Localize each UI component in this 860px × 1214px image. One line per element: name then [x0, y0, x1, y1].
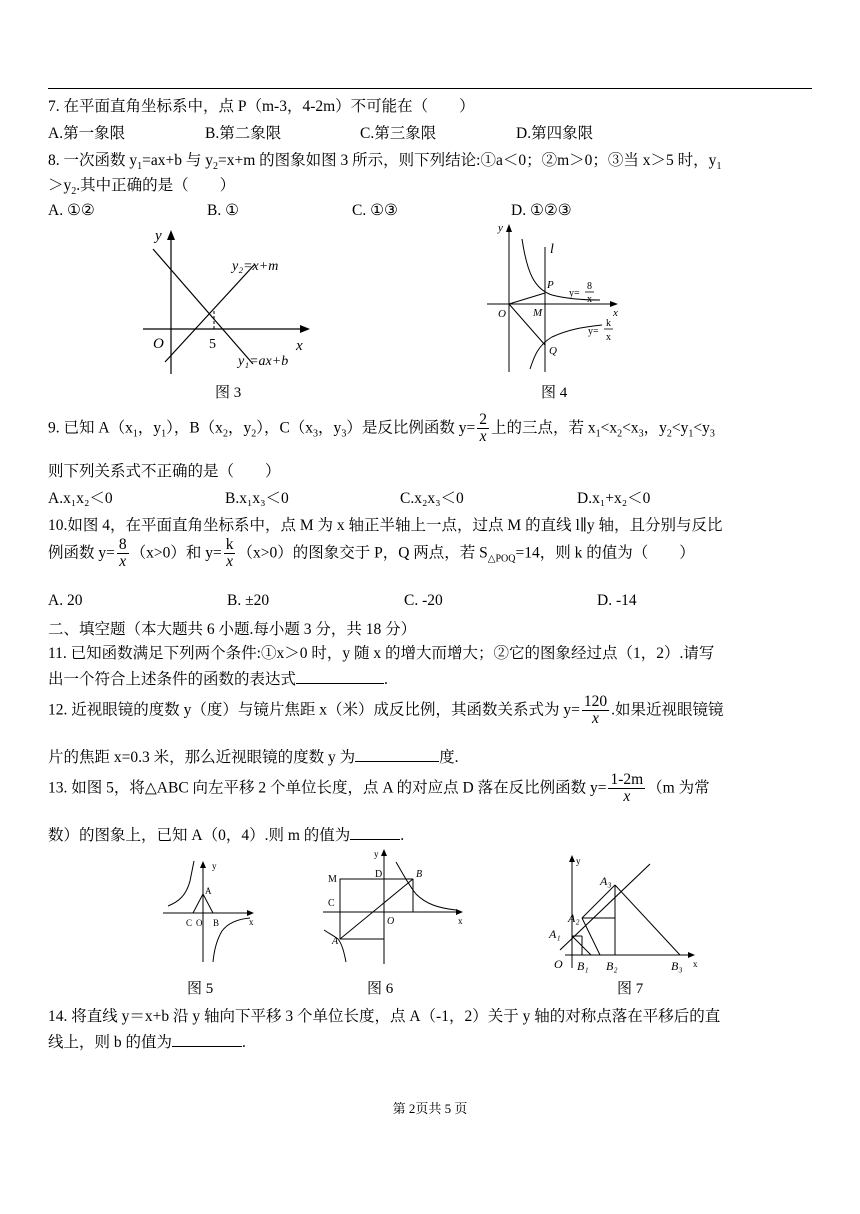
fig4-P-label: P [547, 279, 554, 291]
fig6-caption: 图 6 [367, 981, 394, 997]
q10-option-a: A. 20 [48, 592, 83, 609]
fig4-l-label: l [550, 242, 554, 257]
q14-answer-blank[interactable] [172, 1032, 242, 1047]
q10-option-d: D. -14 [597, 592, 637, 609]
q12-line1: 12. 近视眼镜的度数 y（度）与镜片焦距 x（米）成反比例，其函数关系式为 y= $\frac{120}{x}$ .如果近视眼镜镜 [48, 693, 724, 728]
q11-line1: 11. 已知函数满足下列两个条件:①x＞0 时，y 随 x 的增大而增大；②它的图象经过点（1，2）.请写 [48, 645, 715, 662]
fig5-x-label: x [249, 917, 254, 927]
q8-line1: 8. 一次函数 $y_1=ax+b$ 与 $y_2=x+m$ 的图象如图 3 所示，则下列结论:①a＜0；②m＞0；③当 x＞5 时，$y_1$ [48, 152, 722, 173]
fig7-A3-label: A₃ [600, 874, 612, 888]
q14-line1: 14. 将直线 y＝x+b 沿 y 轴向下平移 3 个单位长度，点 A（-1，2）关于 y 轴的对称点落在平移后的直 [48, 1008, 721, 1025]
fig3-caption: 图 3 [215, 385, 242, 401]
figure-7 [540, 850, 712, 974]
q7-stem: 7. 在平面直角坐标系中，点 P（m-3，4-2m）不可能在（ ） [48, 98, 475, 115]
fig7-B2-label: B₂ [606, 959, 618, 973]
fig4-f2-num: k [606, 318, 611, 329]
q9-line1: 9. 已知 $A(x_1$，$y_1$），$B(x_2$，$y_2$），$C(x_3$，$y_3$）是反比例函数 y= $\frac{2}{x}$ 上的三点，若 $x_1<x_2<x_3$，$y_2<y_1<y_3$ [48, 411, 715, 446]
fig3-x-label: x [296, 338, 303, 354]
q9-line2: 则下列关系式不正确的是（ ） [48, 463, 281, 480]
fig4-f2-prefix: y= [588, 326, 599, 337]
fig5-C-label: C [186, 918, 193, 928]
fig5-y-label: y [212, 861, 217, 871]
fig4-y-label: y [498, 222, 503, 234]
q7-option-c: C.第三象限 [360, 125, 437, 142]
fig5-B-label: B [213, 918, 220, 928]
fig4-Q-label: Q [549, 345, 557, 357]
section-2-heading: 二、填空题（本大题共 6 小题.每小题 3 分，共 18 分） [48, 621, 417, 638]
fig3-y-label: y [155, 228, 162, 244]
q8-option-a: A. ①② [48, 202, 95, 219]
q10-line2: 例函数 y= $\frac{8}{x}$ （x>0）和 y= $\frac{k}{x}$ （x>0）的图象交于 P，Q 两点，若 $S_{\triangle POQ}=14$，则 k 的值为（ ） [48, 536, 695, 571]
header-rule [48, 88, 812, 89]
fig4-M-label: M [533, 307, 543, 319]
q11-answer-blank[interactable] [296, 669, 384, 684]
fig7-A1-label: A₁ [549, 927, 561, 941]
fig7-B1-label: B₁ [577, 959, 589, 973]
fig6-y-label: y [374, 849, 379, 859]
q8-option-b: B. ① [207, 202, 239, 219]
q11-line2: 出一个符合上述条件的函数的表达式 . [48, 671, 388, 688]
fig6-O-label: O [387, 916, 395, 927]
q7-option-d: D.第四象限 [516, 125, 594, 142]
q10-option-c: C. -20 [404, 592, 443, 609]
fig7-caption: 图 7 [617, 981, 644, 997]
fig4-caption: 图 4 [541, 385, 568, 401]
q9-option-a: A.x₁x₂＜0 [48, 490, 113, 507]
fig4-f1-den: x [587, 294, 592, 305]
fig6-x-label: x [458, 916, 463, 926]
q9-option-b: B.x₁x₃＜0 [225, 490, 289, 507]
q8-option-d: D. ①②③ [511, 202, 572, 219]
fig3-y1-label: y₁=ax+b [238, 354, 289, 369]
fig6-C-label: C [328, 898, 335, 909]
fig4-origin-label: O [498, 308, 506, 320]
fig7-A2-label: A₂ [568, 911, 580, 925]
figure-6 [318, 844, 470, 970]
fig4-f2-den: x [606, 332, 611, 343]
q13-line1: 13. 如图 5，将△ABC 向左平移 2 个单位长度，点 A 的对应点 D 落在反比例函数 y= $\frac{1-2m}{x}$ （m 为常 [48, 771, 710, 806]
q9-fraction: $\frac{2}{x}$ [479, 411, 487, 446]
q12-answer-blank[interactable] [355, 747, 439, 762]
fig7-O-label: O [554, 957, 563, 971]
q9-option-c: C.x₂x₃＜0 [400, 490, 464, 507]
fig6-M-label: M [328, 874, 337, 885]
q10-option-b: B. ±20 [227, 592, 270, 609]
fig3-origin-label: O [153, 336, 164, 352]
q8-option-c: C. ①③ [352, 202, 398, 219]
figure-3 [135, 224, 320, 379]
fig6-D-label: D [375, 869, 383, 880]
fig3-y2-label: y₂=x+m [232, 259, 279, 274]
fig7-y-label: y [576, 856, 581, 866]
figure-5 [158, 856, 258, 968]
fig4-f1-num: 8 [587, 281, 592, 292]
fig5-A-label: A [205, 886, 212, 896]
q7-option-b: B.第二象限 [205, 125, 282, 142]
fig7-B3-label: B₃ [671, 959, 683, 973]
q8-line2: $>y_2$.其中正确的是（ ） [48, 177, 236, 198]
q10-line1: 10.如图 4，在平面直角坐标系中，点 M 为 x 轴正半轴上一点，过点 M 的直线 l∥y 轴，且分别与反比 [48, 517, 723, 534]
page-footer: 第 2页共 5 页 [392, 1101, 468, 1116]
fig7-x-label: x [693, 959, 698, 969]
figure-4 [482, 217, 624, 377]
fig5-O-label: O [196, 918, 203, 928]
q9-option-d: D.x₁+x₂＜0 [577, 490, 651, 507]
q12-line2: 片的焦距 x=0.3 米，那么近视眼镜的度数 y 为 度. [48, 749, 459, 766]
q14-line2: 线上，则 b 的值为 . [48, 1034, 246, 1051]
q13-answer-blank[interactable] [350, 825, 400, 840]
fig5-caption: 图 5 [187, 981, 214, 997]
fig4-x-label: x [613, 307, 618, 319]
q7-option-a: A.第一象限 [48, 125, 126, 142]
fig3-tick-5: 5 [209, 337, 216, 352]
fig4-f1-prefix: y= [569, 288, 580, 299]
fig6-B-label: B [416, 869, 423, 880]
fig6-A-label: A [332, 936, 339, 947]
q13-line2: 数）的图象上，已知 A（0，4）.则 m 的值为 . [48, 827, 405, 844]
